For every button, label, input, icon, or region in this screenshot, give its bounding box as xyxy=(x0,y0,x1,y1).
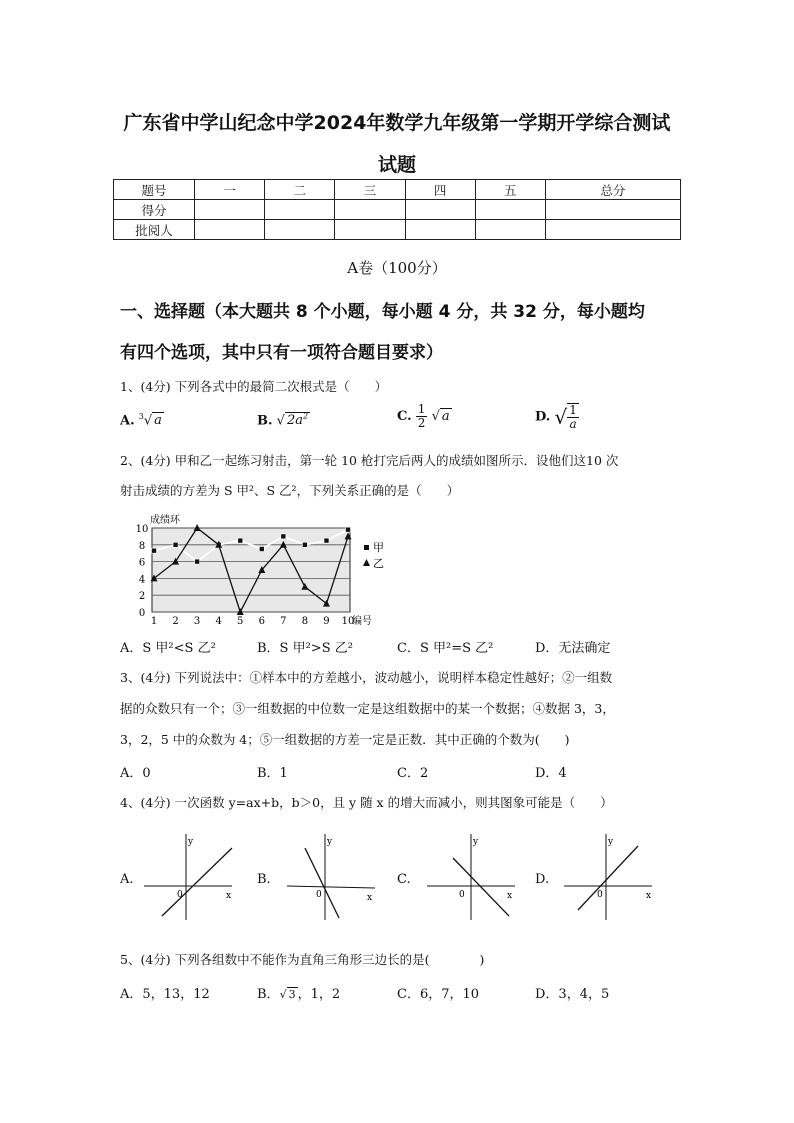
x-tick-label: 4 xyxy=(215,616,222,626)
question-3-line-1: 3、(4分) 下列说法中：①样本中的方差越小，波动越小，说明样本稳定性越好；②一组数 xyxy=(120,670,613,685)
score-cell[interactable] xyxy=(405,200,475,220)
section-heading: 一、选择题（本大题共 8 个小题，每小题 4 分，共 32 分，每小题均 xyxy=(120,302,645,322)
y-tick-label: 10 xyxy=(135,524,149,535)
page-title-continued: 试题 xyxy=(377,154,416,176)
option-label: A. xyxy=(120,413,135,429)
score-cell[interactable] xyxy=(335,220,405,240)
axis-x-label: x xyxy=(507,891,513,901)
q1-option-d[interactable]: D. √ $\frac{1}{a}$ xyxy=(535,403,577,431)
q2-option-b[interactable]: B．S 甲²>S 乙² xyxy=(257,641,353,656)
radicand: a xyxy=(154,413,162,429)
section-heading-continued: 有四个选项，其中只有一项符合题目要求） xyxy=(120,343,443,363)
axis-y-label: y xyxy=(327,837,333,847)
question-4-stem: 4、(4分) 一次函数 y=ax+b，b＞0，且 y 随 x 的增大而减小，则其图象可能是（ ） xyxy=(120,795,613,810)
chart-title: 成绩环 xyxy=(150,515,180,526)
data-point-square xyxy=(281,534,286,539)
score-header-cell: 三 xyxy=(335,180,405,200)
x-tick-label: 9 xyxy=(323,616,330,626)
origin-label: 0 xyxy=(316,890,322,900)
axis-y-label: y xyxy=(608,837,614,847)
y-tick-label: 4 xyxy=(138,574,146,586)
data-point-square xyxy=(152,548,157,553)
question-1-stem: 1、(4分) 下列各式中的最简二次根式是（ ） xyxy=(120,379,388,394)
legend-marker-triangle xyxy=(363,559,370,566)
x-axis-label: 编号 xyxy=(352,616,372,626)
score-cell[interactable] xyxy=(475,220,545,240)
score-header-cell: 题号 xyxy=(114,180,195,200)
option-label: C. xyxy=(397,409,412,424)
radical-index: 3 xyxy=(138,412,144,421)
y-tick-label: 6 xyxy=(138,557,146,569)
q1-option-c[interactable]: C. $\frac{1}{2}$ √ a xyxy=(397,402,450,430)
y-tick-label: 8 xyxy=(138,540,146,552)
legend-label: 乙 xyxy=(373,557,384,570)
y-tick-label: 0 xyxy=(138,608,146,619)
score-table-header-row xyxy=(114,180,681,200)
q2-option-d[interactable]: D．无法确定 xyxy=(535,641,611,656)
data-point-square xyxy=(173,542,178,547)
option-label: B. xyxy=(257,413,273,429)
numerator: 1 xyxy=(417,402,426,416)
score-header-cell: 总分 xyxy=(545,180,680,200)
question-2-stem-continued: 射击成绩的方差为 S 甲²、S 乙²，下列关系正确的是（ ） xyxy=(120,483,460,498)
q2-option-c[interactable]: C．S 甲²=S 乙² xyxy=(397,641,494,656)
option-rest: ，1，2 xyxy=(297,987,341,1002)
score-cell[interactable] xyxy=(265,200,335,220)
question-3-line-2: 据的众数只有一个；③一组数据的中位数一定是这组数据中的某一个数据；④数据 3，3， xyxy=(120,701,615,716)
page-title: 广东省中学山纪念中学2024年数学九年级第一学期开学综合测试 xyxy=(123,112,671,134)
shooting-scores-chart xyxy=(118,508,398,626)
q5-option-b[interactable]: B．√ 3 ，1，2 xyxy=(257,987,341,1002)
radicand: a xyxy=(441,409,450,424)
score-cell[interactable] xyxy=(545,200,680,220)
axis-x-label: x xyxy=(226,891,232,901)
q3-option-c[interactable]: C．2 xyxy=(397,766,429,781)
q4-graph-b[interactable] xyxy=(283,830,383,922)
exponent: 2 xyxy=(302,412,309,421)
legend-label: 甲 xyxy=(373,541,384,554)
score-row-label: 得分 xyxy=(114,200,195,220)
option-label: D. xyxy=(535,409,551,425)
axis-y-label: y xyxy=(188,837,194,847)
score-cell[interactable] xyxy=(335,200,405,220)
data-point-square xyxy=(346,527,351,532)
q4-graph-c[interactable] xyxy=(425,830,525,922)
question-3-line-3: 3，2，5 中的众数为 4；⑤一组数据的方差一定是正数．其中正确的个数为( ) xyxy=(120,732,570,747)
score-cell[interactable] xyxy=(195,220,265,240)
question-5-stem: 5、(4分) 下列各组数中不能作为直角三角形三边长的是( ) xyxy=(120,952,485,967)
axis-x-label: x xyxy=(367,893,373,903)
data-point-square xyxy=(302,542,307,547)
x-tick-label: 1 xyxy=(150,616,158,626)
fraction xyxy=(567,403,579,431)
score-table xyxy=(113,179,681,240)
x-tick-label: 6 xyxy=(258,616,265,626)
score-header-cell: 五 xyxy=(475,180,545,200)
origin-label: 0 xyxy=(459,890,465,900)
x-tick-label: 7 xyxy=(280,616,287,626)
q4-option-d-label[interactable]: D. xyxy=(535,872,550,887)
fraction xyxy=(416,403,428,430)
score-cell[interactable] xyxy=(195,200,265,220)
score-table-row xyxy=(114,220,681,240)
origin-label: 0 xyxy=(177,890,183,900)
score-row-label: 批阅人 xyxy=(114,220,195,240)
score-table-row xyxy=(114,200,681,220)
axis-x-label: x xyxy=(646,891,652,901)
score-cell[interactable] xyxy=(475,200,545,220)
x-tick-label: 5 xyxy=(237,616,244,626)
numerator: 1 xyxy=(569,403,577,417)
q1-option-b[interactable]: B. √ $2a^2$ xyxy=(257,412,309,429)
legend-marker-square xyxy=(364,545,369,550)
option-label: B． xyxy=(257,987,280,1002)
question-2-stem: 2、(4分) 甲和乙一起练习射击，第一轮 10 枪打完后两人的成绩如图所示．设他们这10 次 xyxy=(120,453,619,468)
q4-graph-a[interactable] xyxy=(140,830,240,922)
x-tick-label: 10 xyxy=(341,616,355,626)
q4-option-a-label[interactable]: A. xyxy=(120,872,134,887)
data-point-square xyxy=(195,559,200,564)
radicand: 3 xyxy=(288,988,296,1001)
y-tick-label: 2 xyxy=(138,591,146,603)
q2-option-a[interactable]: A．S 甲²<S 乙² xyxy=(120,641,216,656)
q3-option-b[interactable]: B．1 xyxy=(257,766,288,781)
score-header-cell: 四 xyxy=(405,180,475,200)
x-tick-label: 3 xyxy=(193,616,201,626)
x-tick-label: 2 xyxy=(172,616,179,626)
score-header-cell: 一 xyxy=(195,180,265,200)
origin-label: 0 xyxy=(597,890,603,900)
data-point-square xyxy=(324,538,329,543)
data-point-square xyxy=(238,538,243,543)
q5-option-c[interactable]: C．6，7，10 xyxy=(397,987,480,1002)
denominator: a xyxy=(569,417,577,431)
score-cell[interactable] xyxy=(265,220,335,240)
x-tick-label: 8 xyxy=(301,616,309,626)
score-header-cell: 二 xyxy=(265,180,335,200)
radicand: 2a xyxy=(286,413,303,429)
q4-option-c-label[interactable]: C. xyxy=(397,872,411,887)
volume-heading: A卷（100分） xyxy=(347,259,447,277)
q4-graph-d[interactable] xyxy=(562,830,662,922)
score-cell[interactable] xyxy=(545,220,680,240)
q1-option-a[interactable]: A. $^3$√ a xyxy=(120,412,162,429)
q5-option-d[interactable]: D．3，4，5 xyxy=(535,987,610,1002)
q5-option-a[interactable]: A．5，13，12 xyxy=(120,987,210,1002)
axis-y-label: y xyxy=(473,837,479,847)
score-cell[interactable] xyxy=(405,220,475,240)
q3-option-a[interactable]: A．0 xyxy=(120,766,151,781)
q4-option-b-label[interactable]: B. xyxy=(257,872,271,887)
denominator: 2 xyxy=(417,416,426,430)
q3-option-d[interactable]: D．4 xyxy=(535,766,567,781)
data-point-square xyxy=(259,547,264,552)
